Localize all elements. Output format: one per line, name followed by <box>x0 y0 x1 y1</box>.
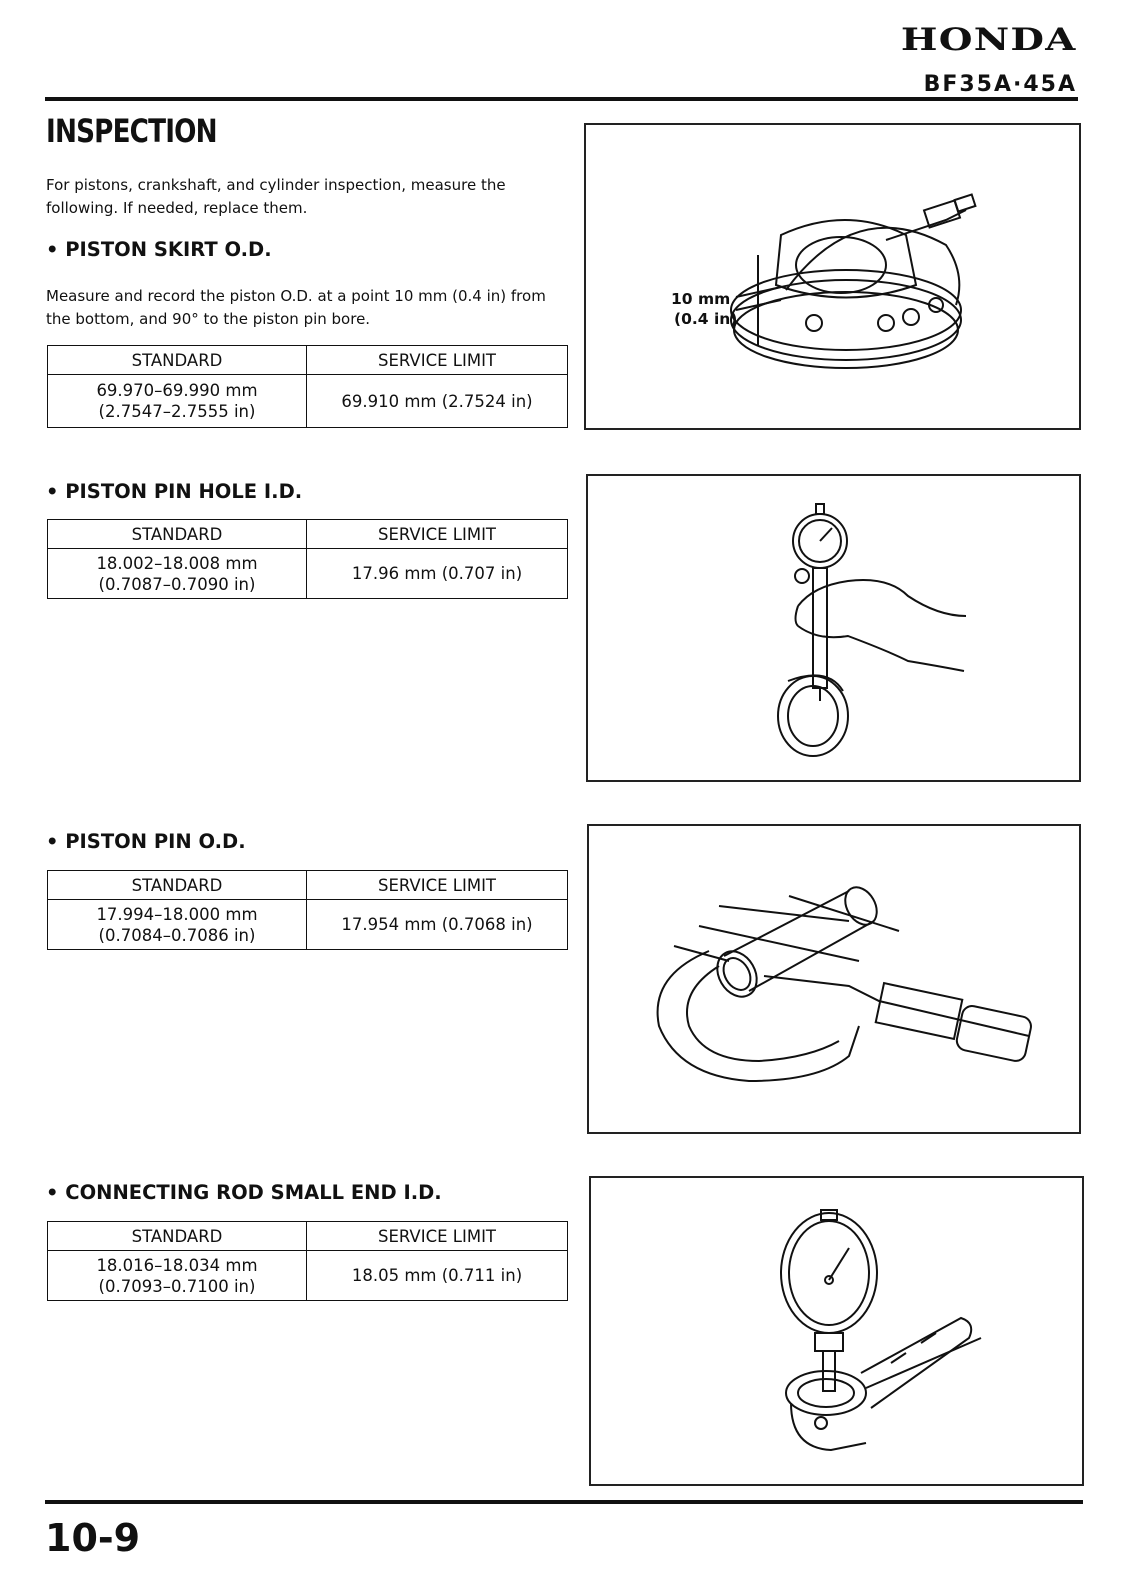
standard-value: 69.970–69.990 mm (2.7547–2.7555 in) <box>48 375 307 428</box>
service-limit-value: 17.96 mm (0.707 in) <box>307 549 568 599</box>
service-limit-value: 69.910 mm (2.7524 in) <box>307 375 568 428</box>
page-title: INSPECTION <box>46 112 217 150</box>
spec-table-connecting-rod <box>47 1221 568 1301</box>
col-standard: STANDARD <box>48 520 307 549</box>
figure-connecting-rod-measurement <box>589 1176 1084 1486</box>
figure-label-0-4in: (0.4 in) <box>674 310 738 328</box>
col-standard: STANDARD <box>48 346 307 375</box>
model-name: BF35A·45A <box>923 72 1077 97</box>
standard-value: 17.994–18.000 mm (0.7084–0.7086 in) <box>48 900 307 950</box>
header-rule <box>45 97 1078 101</box>
standard-value: 18.016–18.034 mm (0.7093–0.7100 in) <box>48 1251 307 1301</box>
micrometer-piston-illustration <box>586 125 1079 428</box>
col-service-limit: SERVICE LIMIT <box>307 1222 568 1251</box>
spec-table-piston-skirt <box>47 345 568 428</box>
col-service-limit: SERVICE LIMIT <box>307 871 568 900</box>
heading-piston-pin-od: • PISTON PIN O.D. <box>46 830 246 853</box>
service-limit-value: 18.05 mm (0.711 in) <box>307 1251 568 1301</box>
micrometer-pin-illustration <box>589 826 1079 1132</box>
honda-logo: HONDA <box>901 22 1077 58</box>
heading-piston-pin-hole-id: • PISTON PIN HOLE I.D. <box>46 480 303 503</box>
figure-label-10mm: 10 mm <box>671 290 731 308</box>
spec-table-piston-pin-hole <box>47 519 568 599</box>
intro-text: For pistons, crankshaft, and cylinder inspection, measure the following. If needed, replace them. <box>46 176 506 217</box>
figure-piston-skirt-measurement <box>584 123 1081 430</box>
col-service-limit: SERVICE LIMIT <box>307 520 568 549</box>
col-service-limit: SERVICE LIMIT <box>307 346 568 375</box>
figure-piston-pin-measurement <box>587 824 1081 1134</box>
footer-rule <box>45 1500 1083 1504</box>
figure-piston-pin-hole-measurement <box>586 474 1081 782</box>
piston-skirt-instruction: Measure and record the piston O.D. at a point 10 mm (0.4 in) from the bottom, and 90° to the piston pin bore. <box>46 287 546 328</box>
col-standard: STANDARD <box>48 871 307 900</box>
dial-gauge-connecting-rod-illustration <box>591 1178 1082 1484</box>
bore-gauge-illustration <box>588 476 1079 780</box>
heading-connecting-rod-small-end-id: • CONNECTING ROD SMALL END I.D. <box>46 1181 442 1204</box>
col-standard: STANDARD <box>48 1222 307 1251</box>
page-number: 10-9 <box>45 1516 141 1560</box>
standard-value: 18.002–18.008 mm (0.7087–0.7090 in) <box>48 549 307 599</box>
heading-piston-skirt-od: • PISTON SKIRT O.D. <box>46 238 272 261</box>
service-limit-value: 17.954 mm (0.7068 in) <box>307 900 568 950</box>
spec-table-piston-pin-od <box>47 870 568 950</box>
